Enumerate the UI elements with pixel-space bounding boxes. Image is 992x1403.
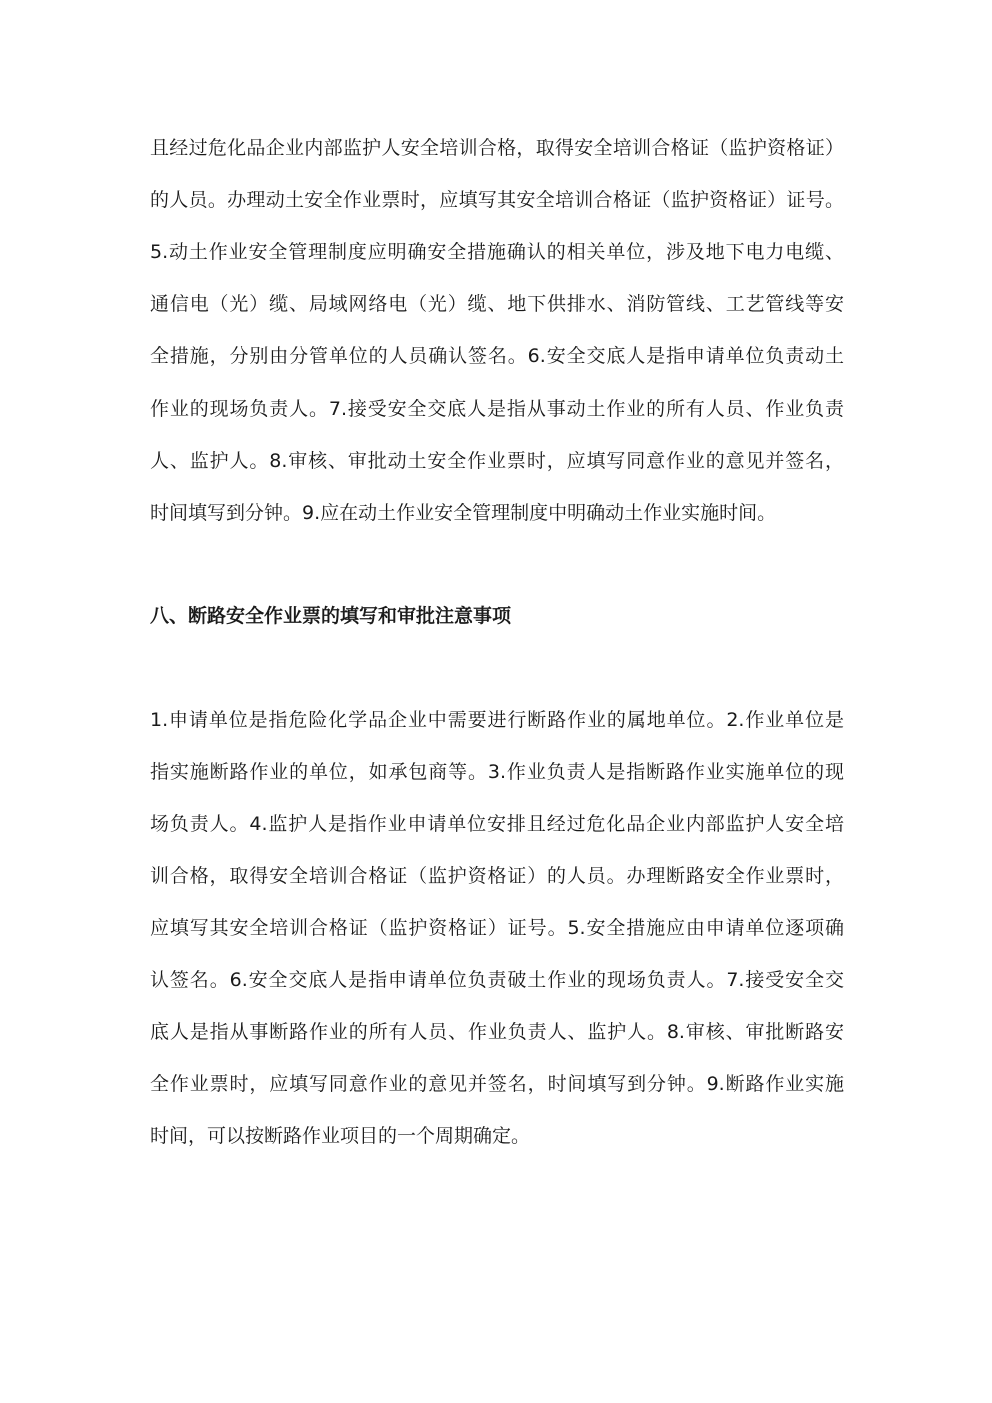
paragraph-line: 作业的现场负责人。7.接受安全交底人是指从事动土作业的所有人员、作业负责 xyxy=(150,398,844,420)
paragraph-line: 场负责人。4.监护人是指作业申请单位安排且经过危化品企业内部监护人安全培 xyxy=(150,813,844,835)
paragraph-line: 5.动土作业安全管理制度应明确安全措施确认的相关单位，涉及地下电力电缆、 xyxy=(150,241,844,263)
paragraph-line: 底人是指从事断路作业的所有人员、作业负责人、监护人。8.审核、审批断路安 xyxy=(150,1021,844,1043)
paragraph-line: 通信电（光）缆、局域网络电（光）缆、地下供排水、消防管线、工艺管线等安 xyxy=(150,293,844,315)
paragraph-line: 训合格，取得安全培训合格证（监护资格证）的人员。办理断路安全作业票时， xyxy=(150,865,844,887)
paragraph-line: 人、监护人。8.审核、审批动土安全作业票时，应填写同意作业的意见并签名， xyxy=(150,450,844,472)
section-heading: 八、断路安全作业票的填写和审批注意事项 xyxy=(150,605,512,627)
paragraph-line: 时间，可以按断路作业项目的一个周期确定。 xyxy=(150,1125,531,1147)
paragraph-line: 应填写其安全培训合格证（监护资格证）证号。5.安全措施应由申请单位逐项确 xyxy=(150,917,844,939)
paragraph-line: 全作业票时，应填写同意作业的意见并签名，时间填写到分钟。9.断路作业实施 xyxy=(150,1073,844,1095)
paragraph-line: 时间填写到分钟。9.应在动土作业安全管理制度中明确动土作业实施时间。 xyxy=(150,502,777,524)
paragraph-line: 1.申请单位是指危险化学品企业中需要进行断路作业的属地单位。2.作业单位是 xyxy=(150,709,844,731)
paragraph-line: 的人员。办理动土安全作业票时，应填写其安全培训合格证（监护资格证）证号。 xyxy=(150,189,844,211)
paragraph-line: 且经过危化品企业内部监护人安全培训合格，取得安全培训合格证（监护资格证） xyxy=(150,137,844,159)
paragraph-line: 认签名。6.安全交底人是指申请单位负责破土作业的现场负责人。7.接受安全交 xyxy=(150,969,844,991)
paragraph-line: 全措施，分别由分管单位的人员确认签名。6.安全交底人是指申请单位负责动土 xyxy=(150,345,844,367)
paragraph-line: 指实施断路作业的单位，如承包商等。3.作业负责人是指断路作业实施单位的现 xyxy=(150,761,844,783)
